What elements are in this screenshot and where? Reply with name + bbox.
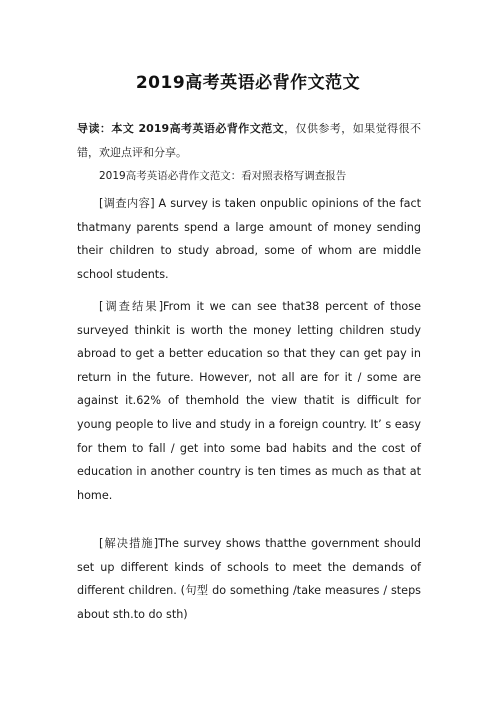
lead-prefix: 导读：本文 [77,122,139,135]
paragraph-survey-result: [调查结果]From it we can see that38 percent of those surveyed thinkit is worth the money letting children study abroad to get a better education so that they can get pay in return in the future. However, not all are for it / some are against it.62% of themhold the view thatit is difficult for young people to live and study in a foreign country. It’ s easy for them to fall / get into some bad habits and the cost of education in another country is ten times as much as that at home. [77,300,421,502]
paragraph-solution: [解决措施]The survey shows thatthe government should set up different kinds of schools to meet the demands of different children. (句型 do something /take measures / steps about sth.to do sth) [77,537,421,621]
document-title: 2019高考英语必背作文范文 [135,73,361,93]
lead-suffix: ，仅供参考，如果觉得很不错，欢迎点评和分享。 [77,122,421,159]
lead-paragraph [77,117,421,165]
lead-highlight: 2019高考英语必背作文范文 [138,122,285,135]
paragraph-survey-content: [调查内容] A survey is taken onpublic opinions of the fact thatmany parents spend a large amount of money sending their children to study abroad, some of whom are middle school students. [77,197,421,281]
essay-subtitle: 2019高考英语必背作文范文：看对照表格写调查报告 [99,170,347,182]
